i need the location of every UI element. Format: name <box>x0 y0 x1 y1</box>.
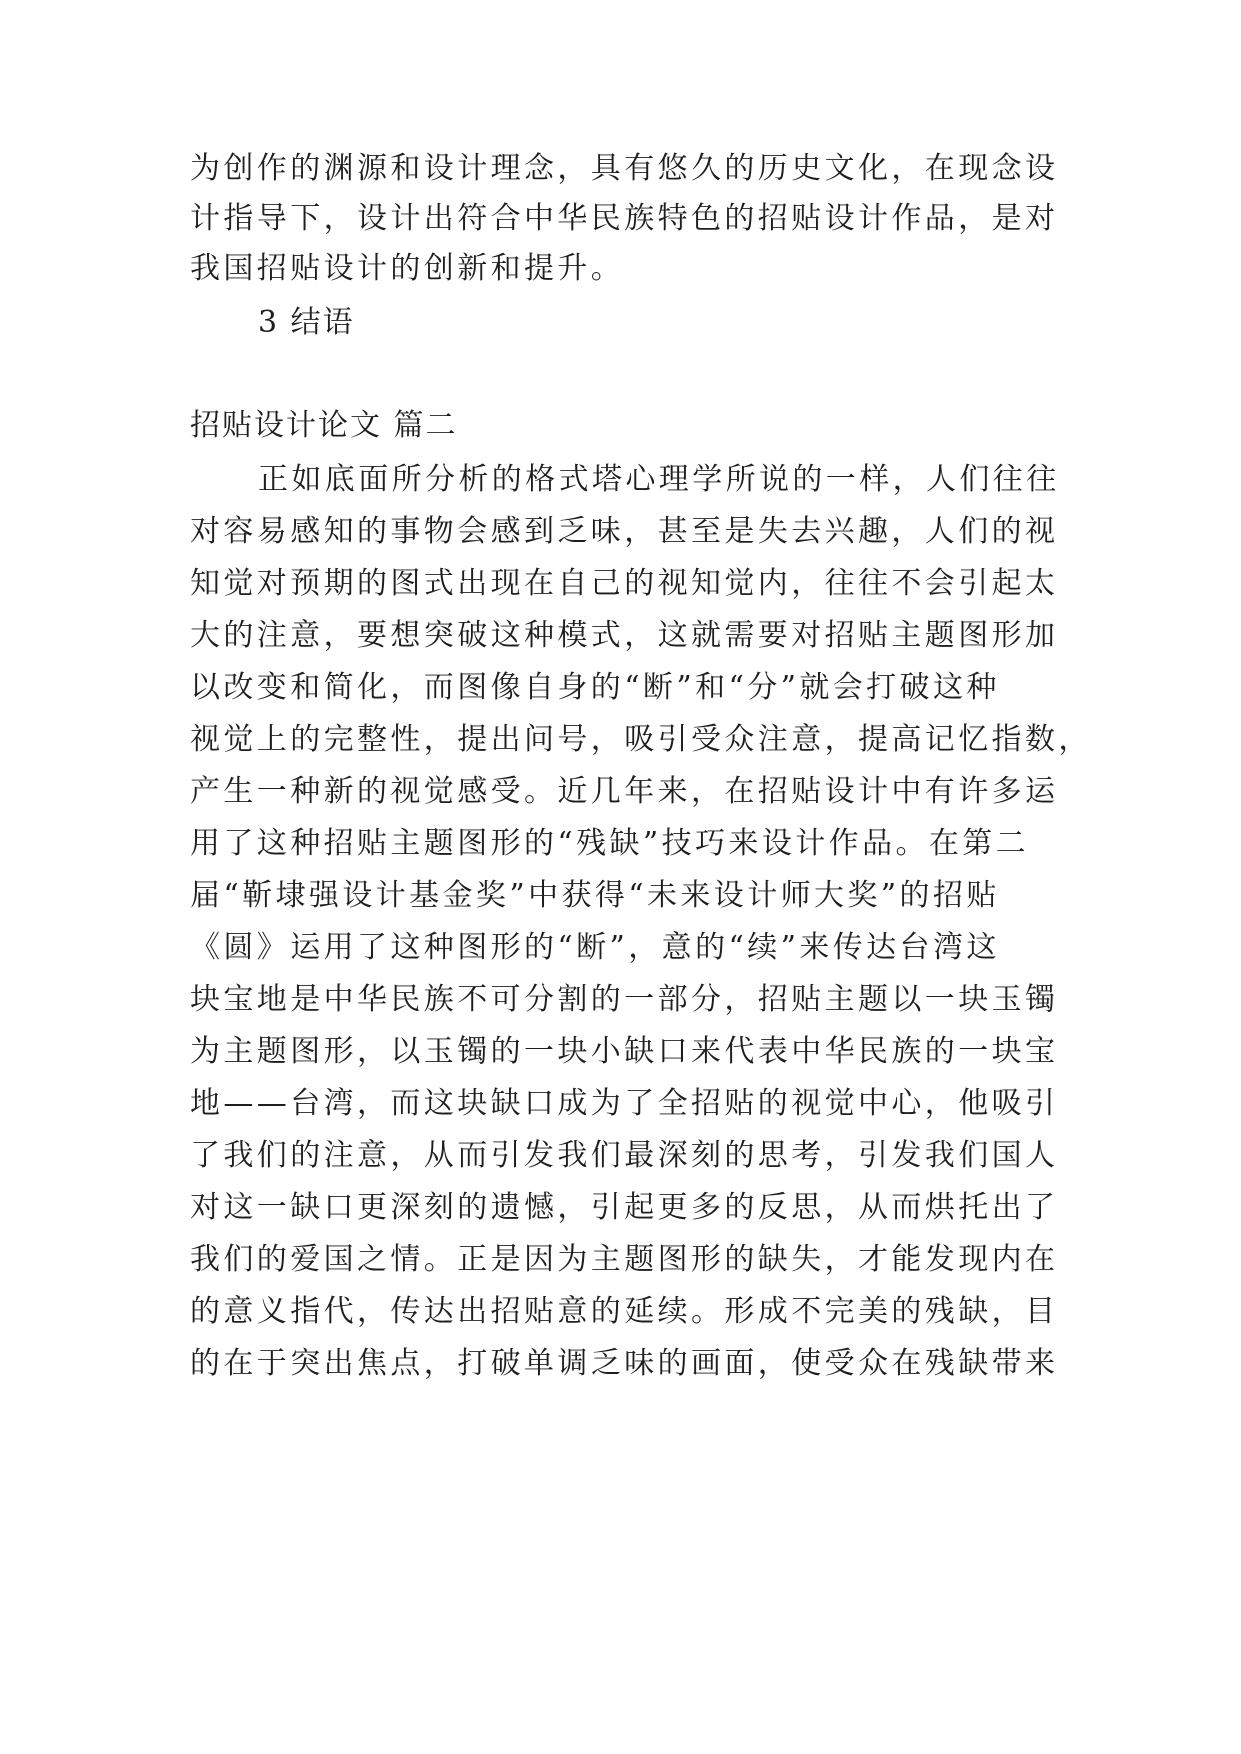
paragraph-line: 了我们的注意，从而引发我们最深刻的思考，引发我们国人 <box>190 1138 1059 1173</box>
section-subheading: 3 结语 <box>258 305 355 340</box>
paragraph-line: 正如底面所分析的格式塔心理学所说的一样，人们往往 <box>258 462 1060 497</box>
paragraph-line: 为主题图形，以玉镯的一块小缺口来代表中华民族的一块宝 <box>190 1034 1059 1069</box>
paragraph-line: 我国招贴设计的创新和提升。 <box>190 251 625 286</box>
paragraph-line: 块宝地是中华民族不可分割的一部分，招贴主题以一块玉镯 <box>190 982 1059 1017</box>
paragraph-line: 届“靳埭强设计基金奖”中获得“未来设计师大奖”的招贴 <box>190 878 1000 913</box>
paragraph-line: 产生一种新的视觉感受。近几年来，在招贴设计中有许多运 <box>190 774 1059 809</box>
paragraph-line: 为创作的渊源和设计理念，具有悠久的历史文化，在现念设 <box>190 151 1059 186</box>
paragraph-line: 视觉上的完整性，提出问号，吸引受众注意，提高记忆指数， <box>190 722 1092 757</box>
paragraph-line: 我们的爱国之情。正是因为主题图形的缺失，才能发现内在 <box>190 1242 1059 1277</box>
paragraph-line: 地——台湾，而这块缺口成为了全招贴的视觉中心，他吸引 <box>190 1086 1059 1121</box>
paragraph-line: 计指导下，设计出符合中华民族特色的招贴设计作品，是对 <box>190 201 1059 236</box>
paragraph-line: 知觉对预期的图式出现在自己的视知觉内，往往不会引起太 <box>190 566 1059 601</box>
paragraph-line: 的意义指代，传达出招贴意的延续。形成不完美的残缺，目 <box>190 1294 1059 1329</box>
section-title: 招贴设计论文 篇二 <box>190 408 458 443</box>
paragraph-line: 以改变和简化，而图像自身的“断”和“分”就会打破这种 <box>190 670 1000 705</box>
paragraph-line: 《圆》运用了这种图形的“断”，意的“续”来传达台湾这 <box>190 930 1000 965</box>
paragraph-line: 大的注意，要想突破这种模式，这就需要对招贴主题图形加 <box>190 618 1059 653</box>
paragraph-line: 对这一缺口更深刻的遗憾，引起更多的反思，从而烘托出了 <box>190 1190 1059 1225</box>
paragraph-line: 用了这种招贴主题图形的“残缺”技巧来设计作品。在第二 <box>190 826 1030 861</box>
paragraph-line: 对容易感知的事物会感到乏味，甚至是失去兴趣，人们的视 <box>190 514 1059 549</box>
paragraph-line: 的在于突出焦点，打破单调乏味的画面，使受众在残缺带来 <box>190 1346 1059 1381</box>
